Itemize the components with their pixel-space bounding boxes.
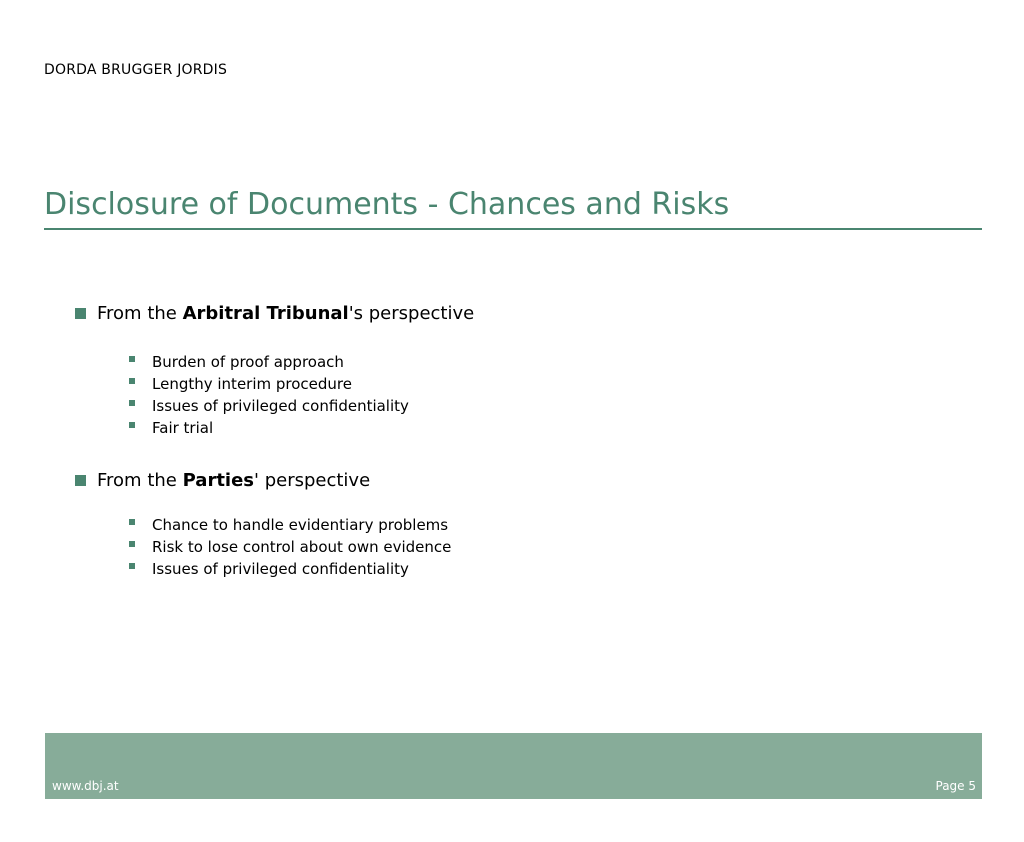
square-bullet-icon bbox=[129, 400, 135, 406]
list-item bbox=[129, 538, 929, 560]
firm-name: DORDA BRUGGER JORDIS bbox=[44, 62, 228, 78]
square-bullet-icon bbox=[129, 422, 135, 428]
section-parties bbox=[75, 468, 935, 578]
list-item-text: Burden of proof approach bbox=[152, 353, 344, 371]
list-item bbox=[129, 419, 929, 441]
heading-prefix: From the bbox=[97, 302, 183, 324]
list-item-text: Lengthy interim procedure bbox=[152, 375, 352, 393]
page-number: Page 5 bbox=[935, 779, 976, 793]
sub-bullet-list bbox=[129, 353, 929, 441]
list-item bbox=[129, 397, 929, 419]
heading-suffix: ' perspective bbox=[254, 469, 371, 491]
heading-emphasis: Arbitral Tribunal bbox=[182, 302, 349, 324]
section-heading bbox=[75, 468, 935, 492]
sub-bullet-list bbox=[129, 516, 929, 582]
list-item-text: Fair trial bbox=[152, 419, 214, 437]
title-divider bbox=[44, 228, 982, 230]
slide-title: Disclosure of Documents - Chances and Risks bbox=[44, 187, 730, 222]
list-item bbox=[129, 375, 929, 397]
square-bullet-icon bbox=[75, 475, 86, 486]
heading-emphasis: Parties bbox=[182, 469, 255, 491]
section-arbitral-tribunal bbox=[75, 301, 935, 437]
footer-url-link[interactable]: www.dbj.at bbox=[52, 779, 119, 793]
list-item-text: Issues of privileged confidentiality bbox=[152, 397, 409, 415]
list-item-text: Risk to lose control about own evidence bbox=[152, 538, 452, 556]
footer-band bbox=[45, 733, 982, 799]
list-item bbox=[129, 353, 929, 375]
heading-suffix: 's perspective bbox=[348, 302, 475, 324]
square-bullet-icon bbox=[129, 378, 135, 384]
square-bullet-icon bbox=[75, 308, 86, 319]
list-item bbox=[129, 560, 929, 582]
square-bullet-icon bbox=[129, 519, 135, 525]
list-item-text: Issues of privileged confidentiality bbox=[152, 560, 409, 578]
section-heading bbox=[75, 301, 935, 325]
list-item bbox=[129, 516, 929, 538]
list-item-text: Chance to handle evidentiary problems bbox=[152, 516, 449, 534]
square-bullet-icon bbox=[129, 541, 135, 547]
square-bullet-icon bbox=[129, 356, 135, 362]
heading-prefix: From the bbox=[97, 469, 183, 491]
square-bullet-icon bbox=[129, 563, 135, 569]
